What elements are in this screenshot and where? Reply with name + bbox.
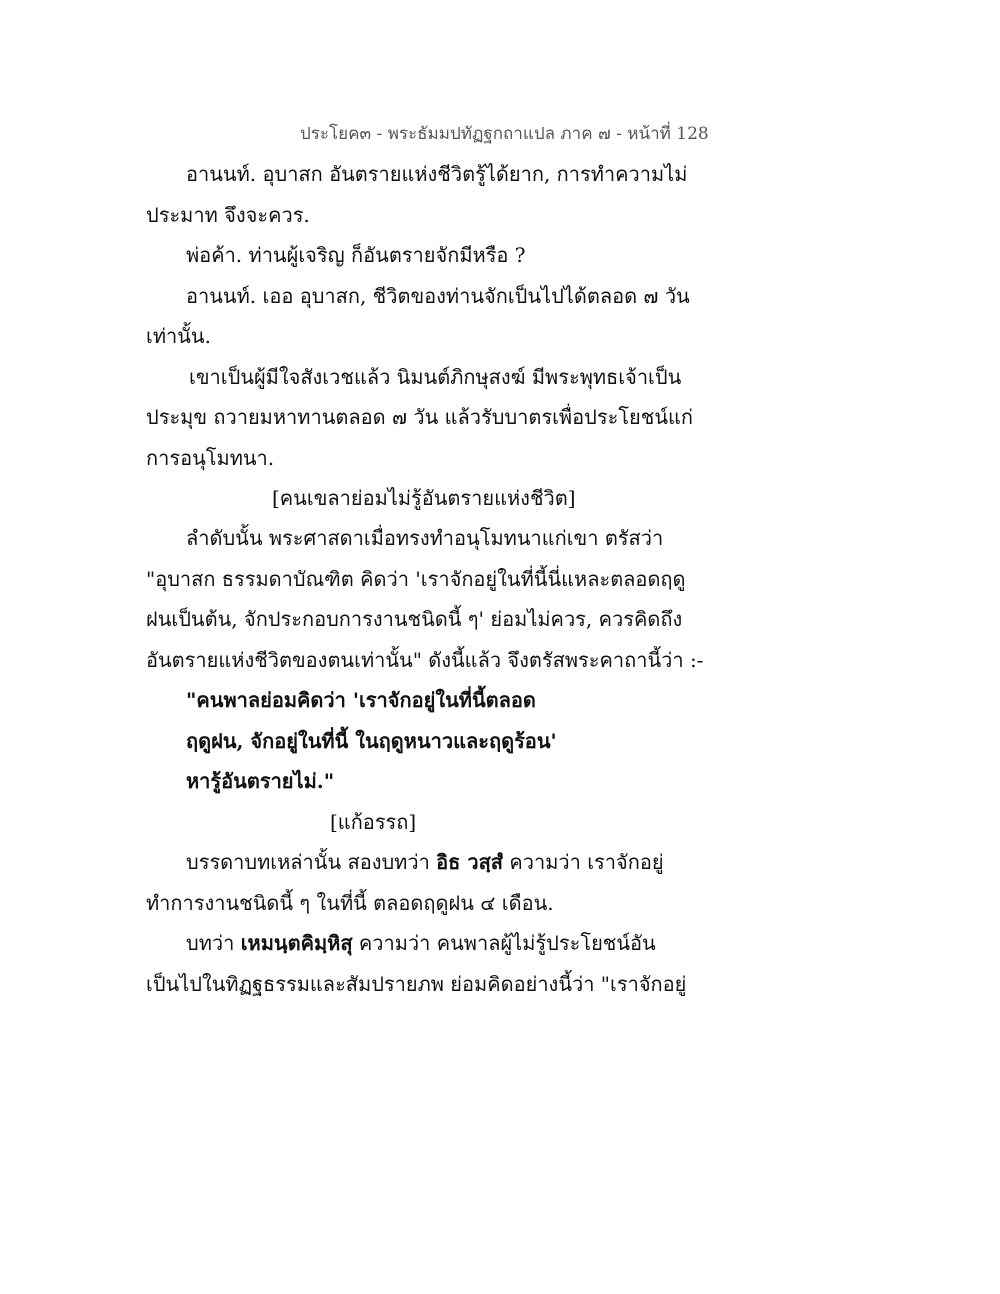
text-line: ทำการงานชนิดนี้ ๆ ในที่นี้ ตลอดฤดูฝน ๔ เดือน. (146, 891, 554, 915)
text-line: การอนุโมทนา. (146, 446, 275, 470)
text-line: "อุบาสก ธรรมดาบัณฑิต คิดว่า 'เราจักอยู่ในที่นี้นี่แหละตลอดฤดู (146, 567, 686, 591)
text-line: ประมาท จึงจะควร. (146, 203, 310, 227)
pali-term: อิธ วสฺสํ (436, 850, 503, 874)
running-header: ประโยค๓ - พระธัมมปทัฏฐกถาแปล ภาค ๗ - หน้าที่ 128 (300, 124, 709, 144)
text-run: บรรดาบทเหล่านั้น สองบทว่า (186, 850, 437, 874)
text-line (186, 848, 664, 876)
text-line: ประมุข ถวายมหาทานตลอด ๗ วัน แล้วรับบาตรเพื่อประโยชน์แก่ (146, 405, 694, 429)
text-run: บทว่า (186, 931, 241, 955)
text-line: ฝนเป็นต้น, จักประกอบการงานชนิดนี้ ๆ' ย่อมไม่ควร, ควรคิดถึง (146, 607, 683, 631)
text-run: ความว่า คนพาลผู้ไม่รู้ประโยชน์อัน (352, 931, 656, 955)
verse-line: ฤดูฝน, จักอยู่ในที่นี้ ในฤดูหนาวและฤดูร้อน' (186, 729, 557, 753)
verse-line: หารู้อันตรายไม่." (186, 769, 335, 793)
text-line: อานนท์. เออ อุบาสก, ชีวิตของท่านจักเป็นไปได้ตลอด ๗ วัน (186, 284, 690, 308)
pali-term: เหมนฺตคิมฺหิสุ (240, 931, 353, 955)
text-run: ความว่า เราจักอยู่ (503, 850, 664, 874)
section-heading: [แก้อรรถ] (330, 810, 417, 834)
verse-line: "คนพาลย่อมคิดว่า 'เราจักอยู่ในที่นี้ตลอด (186, 688, 536, 712)
text-line: อันตรายแห่งชีวิตของตนเท่านั้น" ดังนี้แล้ว จึงตรัสพระคาถานี้ว่า :- (146, 648, 704, 672)
text-line: อานนท์. อุบาสก อันตรายแห่งชีวิตรู้ได้ยาก, การทำความไม่ (186, 162, 688, 186)
text-line: พ่อค้า. ท่านผู้เจริญ ก็อันตรายจักมีหรือ ? (186, 243, 526, 267)
text-line (186, 929, 656, 957)
text-line: เป็นไปในทิฏฐธรรมและสัมปรายภพ ย่อมคิดอย่างนี้ว่า "เราจักอยู่ (146, 972, 687, 996)
section-heading: [คนเขลาย่อมไม่รู้อันตรายแห่งชีวิต] (272, 486, 576, 510)
text-line: ลำดับนั้น พระศาสดาเมื่อทรงทำอนุโมทนาแก่เขา ตรัสว่า (186, 526, 664, 550)
text-line: เขาเป็นผู้มีใจสังเวชแล้ว นิมนต์ภิกษุสงฆ์ มีพระพุทธเจ้าเป็น (189, 365, 682, 389)
text-line: เท่านั้น. (146, 324, 211, 348)
